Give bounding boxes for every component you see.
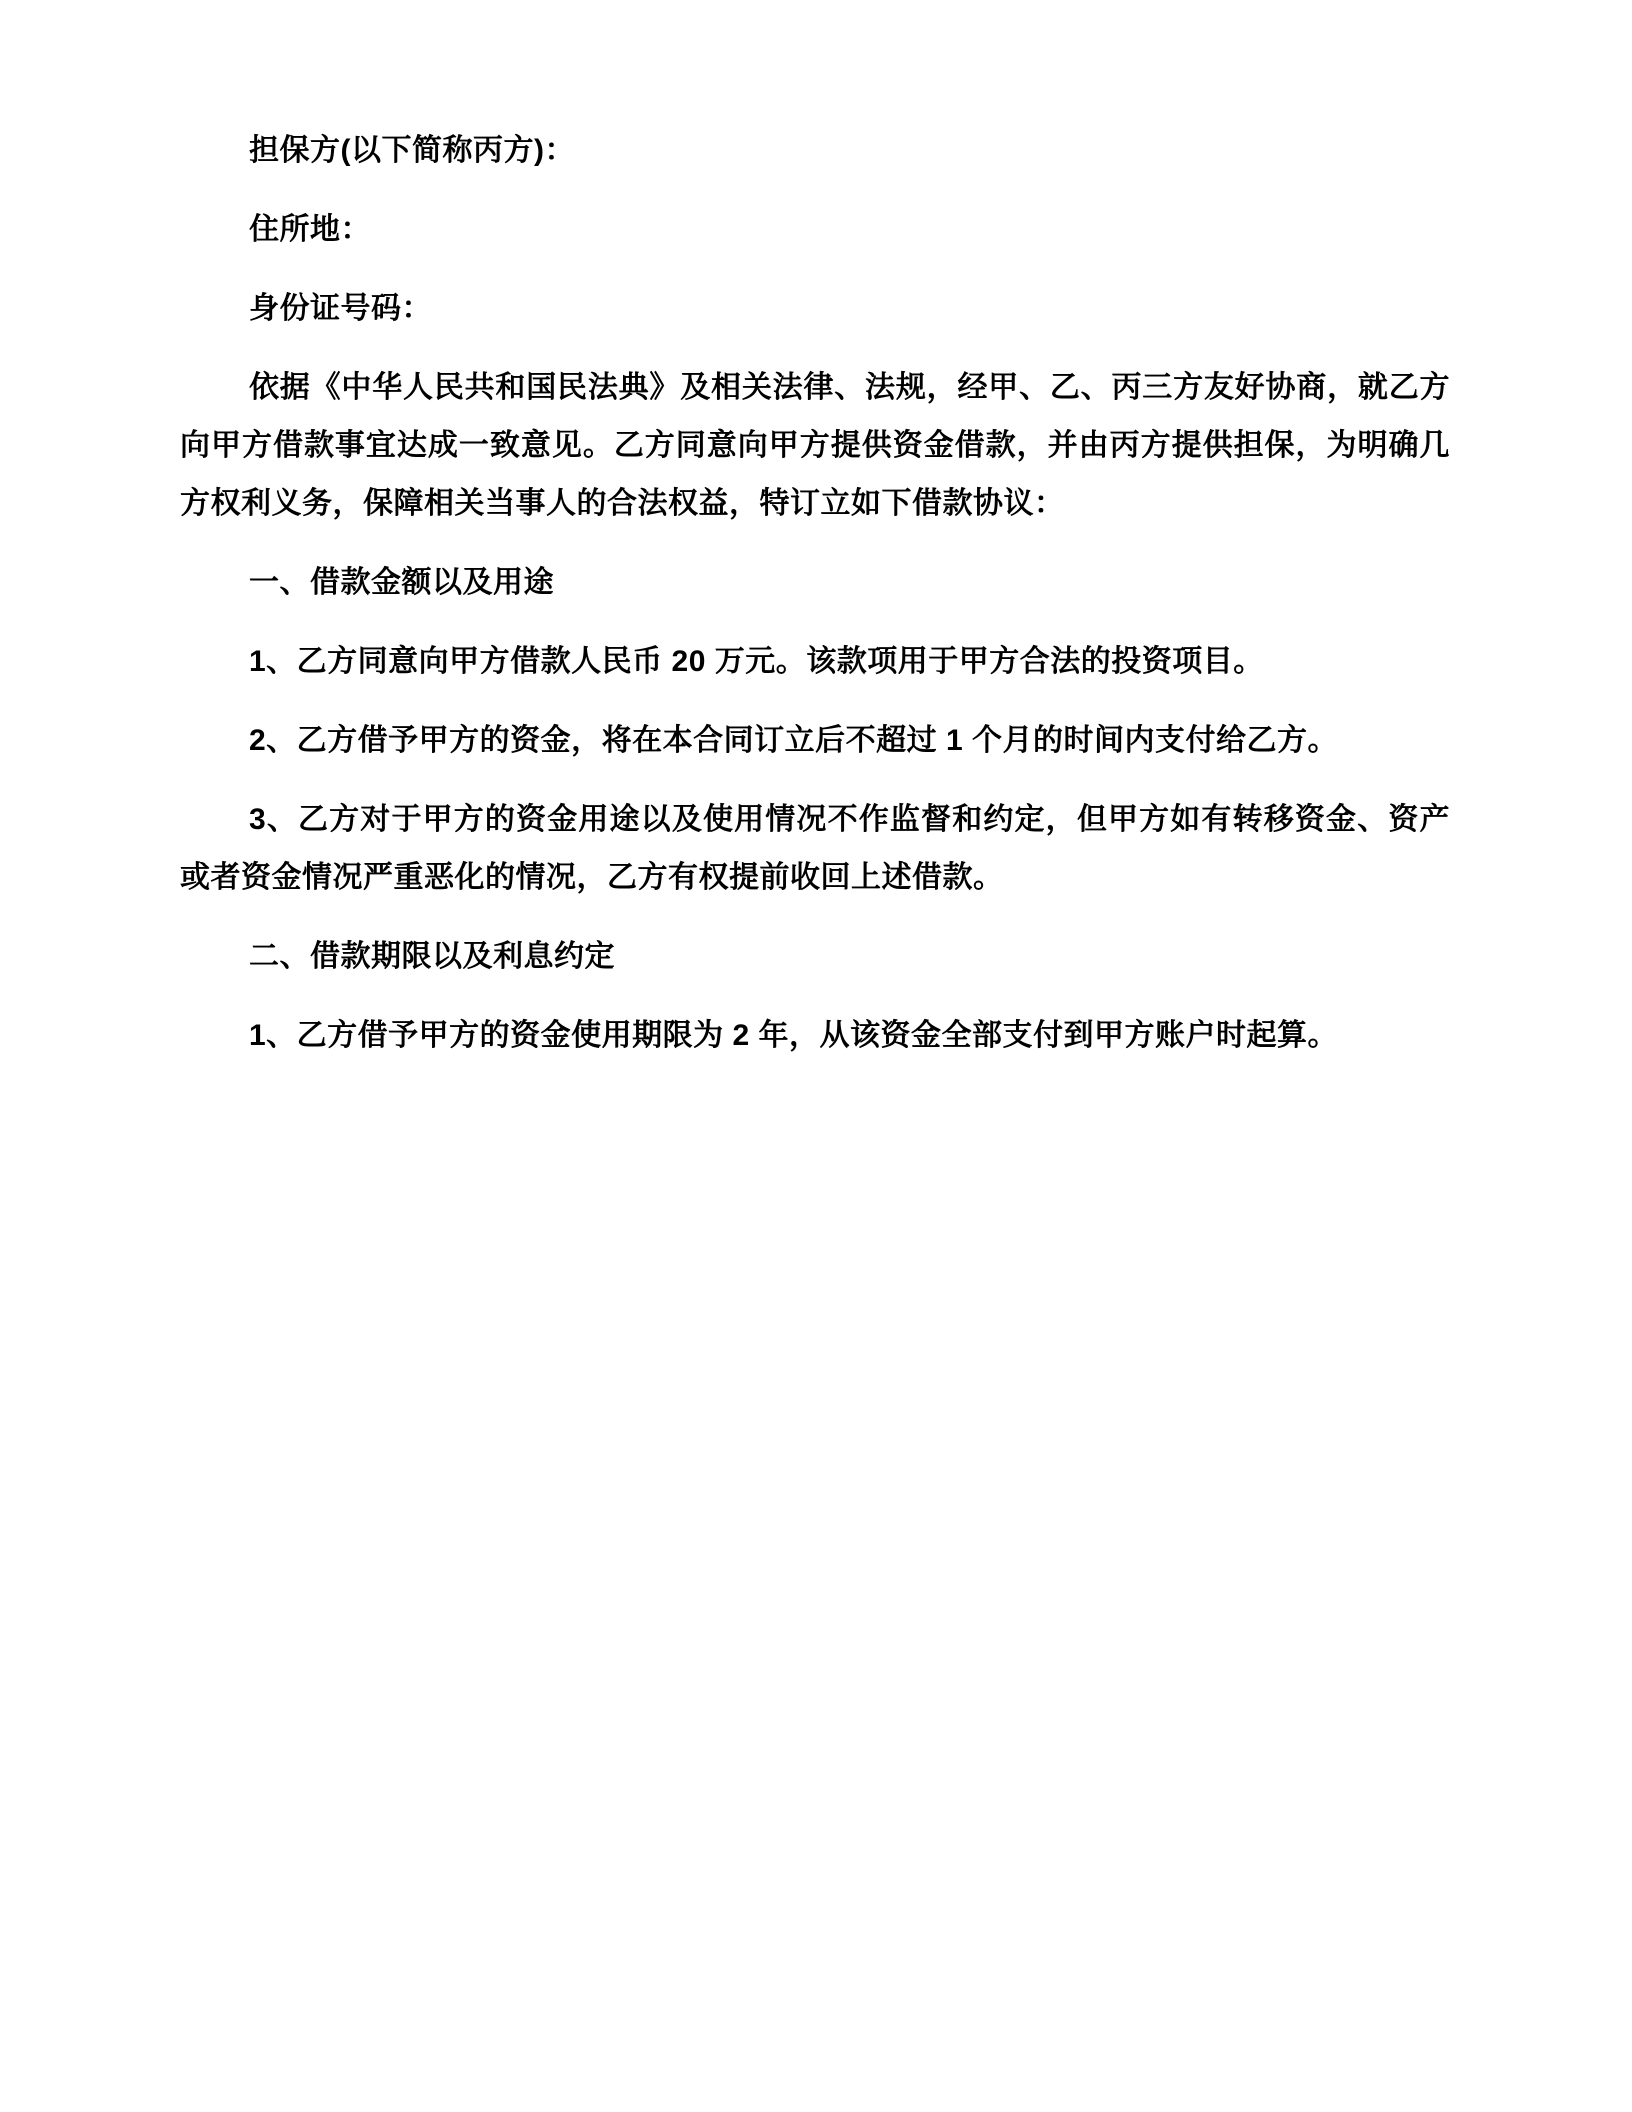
section-2-heading: 二、借款期限以及利息约定	[249, 940, 615, 973]
section-1-clause-3: 3、乙方对于甲方的资金用途以及使用情况不作监督和约定，但甲方如有转移资金、资产或者资金情况严重恶化的情况，乙方有权提前收回上述借款。	[180, 803, 1450, 894]
preamble-paragraph: 依据《中华人民共和国民法典》及相关法律、法规，经甲、乙、丙三方友好协商，就乙方向甲方借款事宜达成一致意见。乙方同意向甲方提供资金借款，并由丙方提供担保，为明确几方权利义务，保障相关当事人的合法权益，特订立如下借款协议：	[180, 371, 1450, 520]
section-1-clause-1: 1、乙方同意向甲方借款人民币 20 万元。该款项用于甲方合法的投资项目。	[249, 645, 1264, 678]
section-1-clause-2: 2、乙方借予甲方的资金，将在本合同订立后不超过 1 个月的时间内支付给乙方。	[249, 724, 1339, 757]
section-1-heading: 一、借款金额以及用途	[249, 566, 554, 599]
section-2-clause-1: 1、乙方借予甲方的资金使用期限为 2 年，从该资金全部支付到甲方账户时起算。	[249, 1019, 1339, 1052]
id-number-line: 身份证号码：	[249, 292, 432, 325]
guarantor-line: 担保方(以下简称丙方)：	[249, 134, 575, 167]
address-line: 住所地：	[249, 213, 371, 246]
contract-body	[180, 122, 1450, 1065]
